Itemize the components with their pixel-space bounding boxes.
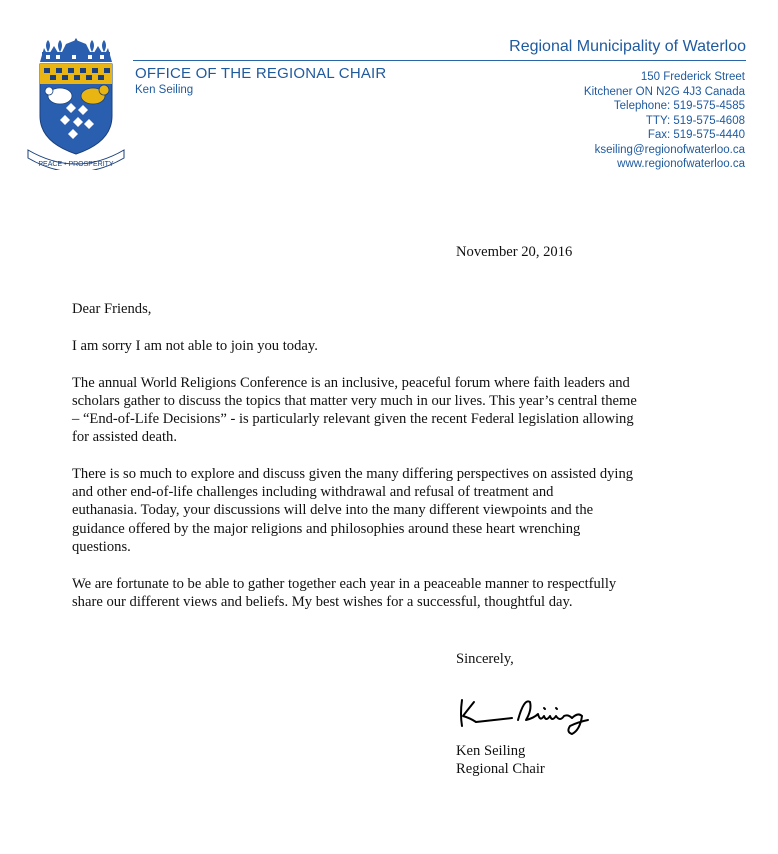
paragraph-line: I am sorry I am not able to join you today.	[72, 337, 318, 354]
paragraph-line: We are fortunate to be able to gather together each year in a peaceable manner to respectfully	[72, 575, 617, 592]
closing: Sincerely,	[456, 651, 514, 667]
address-city: Kitchener ON N2G 4J3 Canada	[583, 85, 745, 98]
address-website-link[interactable]: www.regionofwaterloo.ca	[617, 158, 745, 170]
address-tty: TTY: 519-575-4608	[645, 114, 745, 127]
paragraph-line: scholars gather to discuss the topics that matter very much in our lives. This year’s central theme	[72, 392, 637, 409]
office-title: OFFICE OF THE REGIONAL CHAIR	[135, 65, 387, 82]
paragraph-1	[72, 337, 722, 355]
paragraph-line: for assisted death.	[72, 429, 177, 446]
letter-body	[72, 300, 722, 611]
paragraph-line: questions.	[72, 538, 131, 555]
chair-name: Ken Seiling	[135, 84, 194, 96]
handwritten-signature-icon	[454, 692, 604, 738]
organization-name: Regional Municipality of Waterloo	[509, 38, 746, 55]
regional-crest-icon	[26, 38, 126, 170]
paragraph-4	[72, 575, 722, 611]
paragraph-line: guidance offered by the major religions and philosophies around these heart wrenching	[72, 520, 581, 537]
signer-name: Ken Seiling	[456, 743, 526, 759]
salutation: Dear Friends,	[72, 301, 152, 317]
paragraph-line: – “End-of-Life Decisions” - is particularly relevant given the recent Federal legislation allowing	[72, 411, 634, 427]
contact-address-block	[584, 70, 745, 172]
address-street: 150 Frederick Street	[640, 71, 745, 83]
signer-block	[456, 742, 545, 778]
paragraph-line: and other end-of-life challenges including withdrawal and refusal of treatment and	[72, 484, 554, 501]
paragraph-line: There is so much to explore and discuss given the many differing perspectives on assisted dying	[72, 466, 634, 482]
paragraph-line: share our different views and beliefs. My best wishes for a successful, thoughtful day.	[72, 593, 573, 610]
paragraph-2	[72, 374, 722, 447]
paragraph-line: The annual World Religions Conference is an inclusive, peaceful forum where faith leaders and	[72, 374, 630, 391]
paragraph-line: euthanasia. Today, your discussions will delve into the many different viewpoints and the	[72, 502, 594, 519]
signer-title: Regional Chair	[456, 761, 545, 778]
address-email-link[interactable]: kseiling@regionofwaterloo.ca	[594, 143, 745, 156]
header-divider	[133, 60, 746, 61]
letter-date: November 20, 2016	[456, 244, 573, 260]
address-fax: Fax: 519-575-4440	[647, 129, 745, 141]
address-telephone: Telephone: 519-575-4585	[613, 100, 745, 112]
crest-motto: PEACE • PROSPERITY	[38, 161, 114, 168]
paragraph-3	[72, 465, 722, 556]
